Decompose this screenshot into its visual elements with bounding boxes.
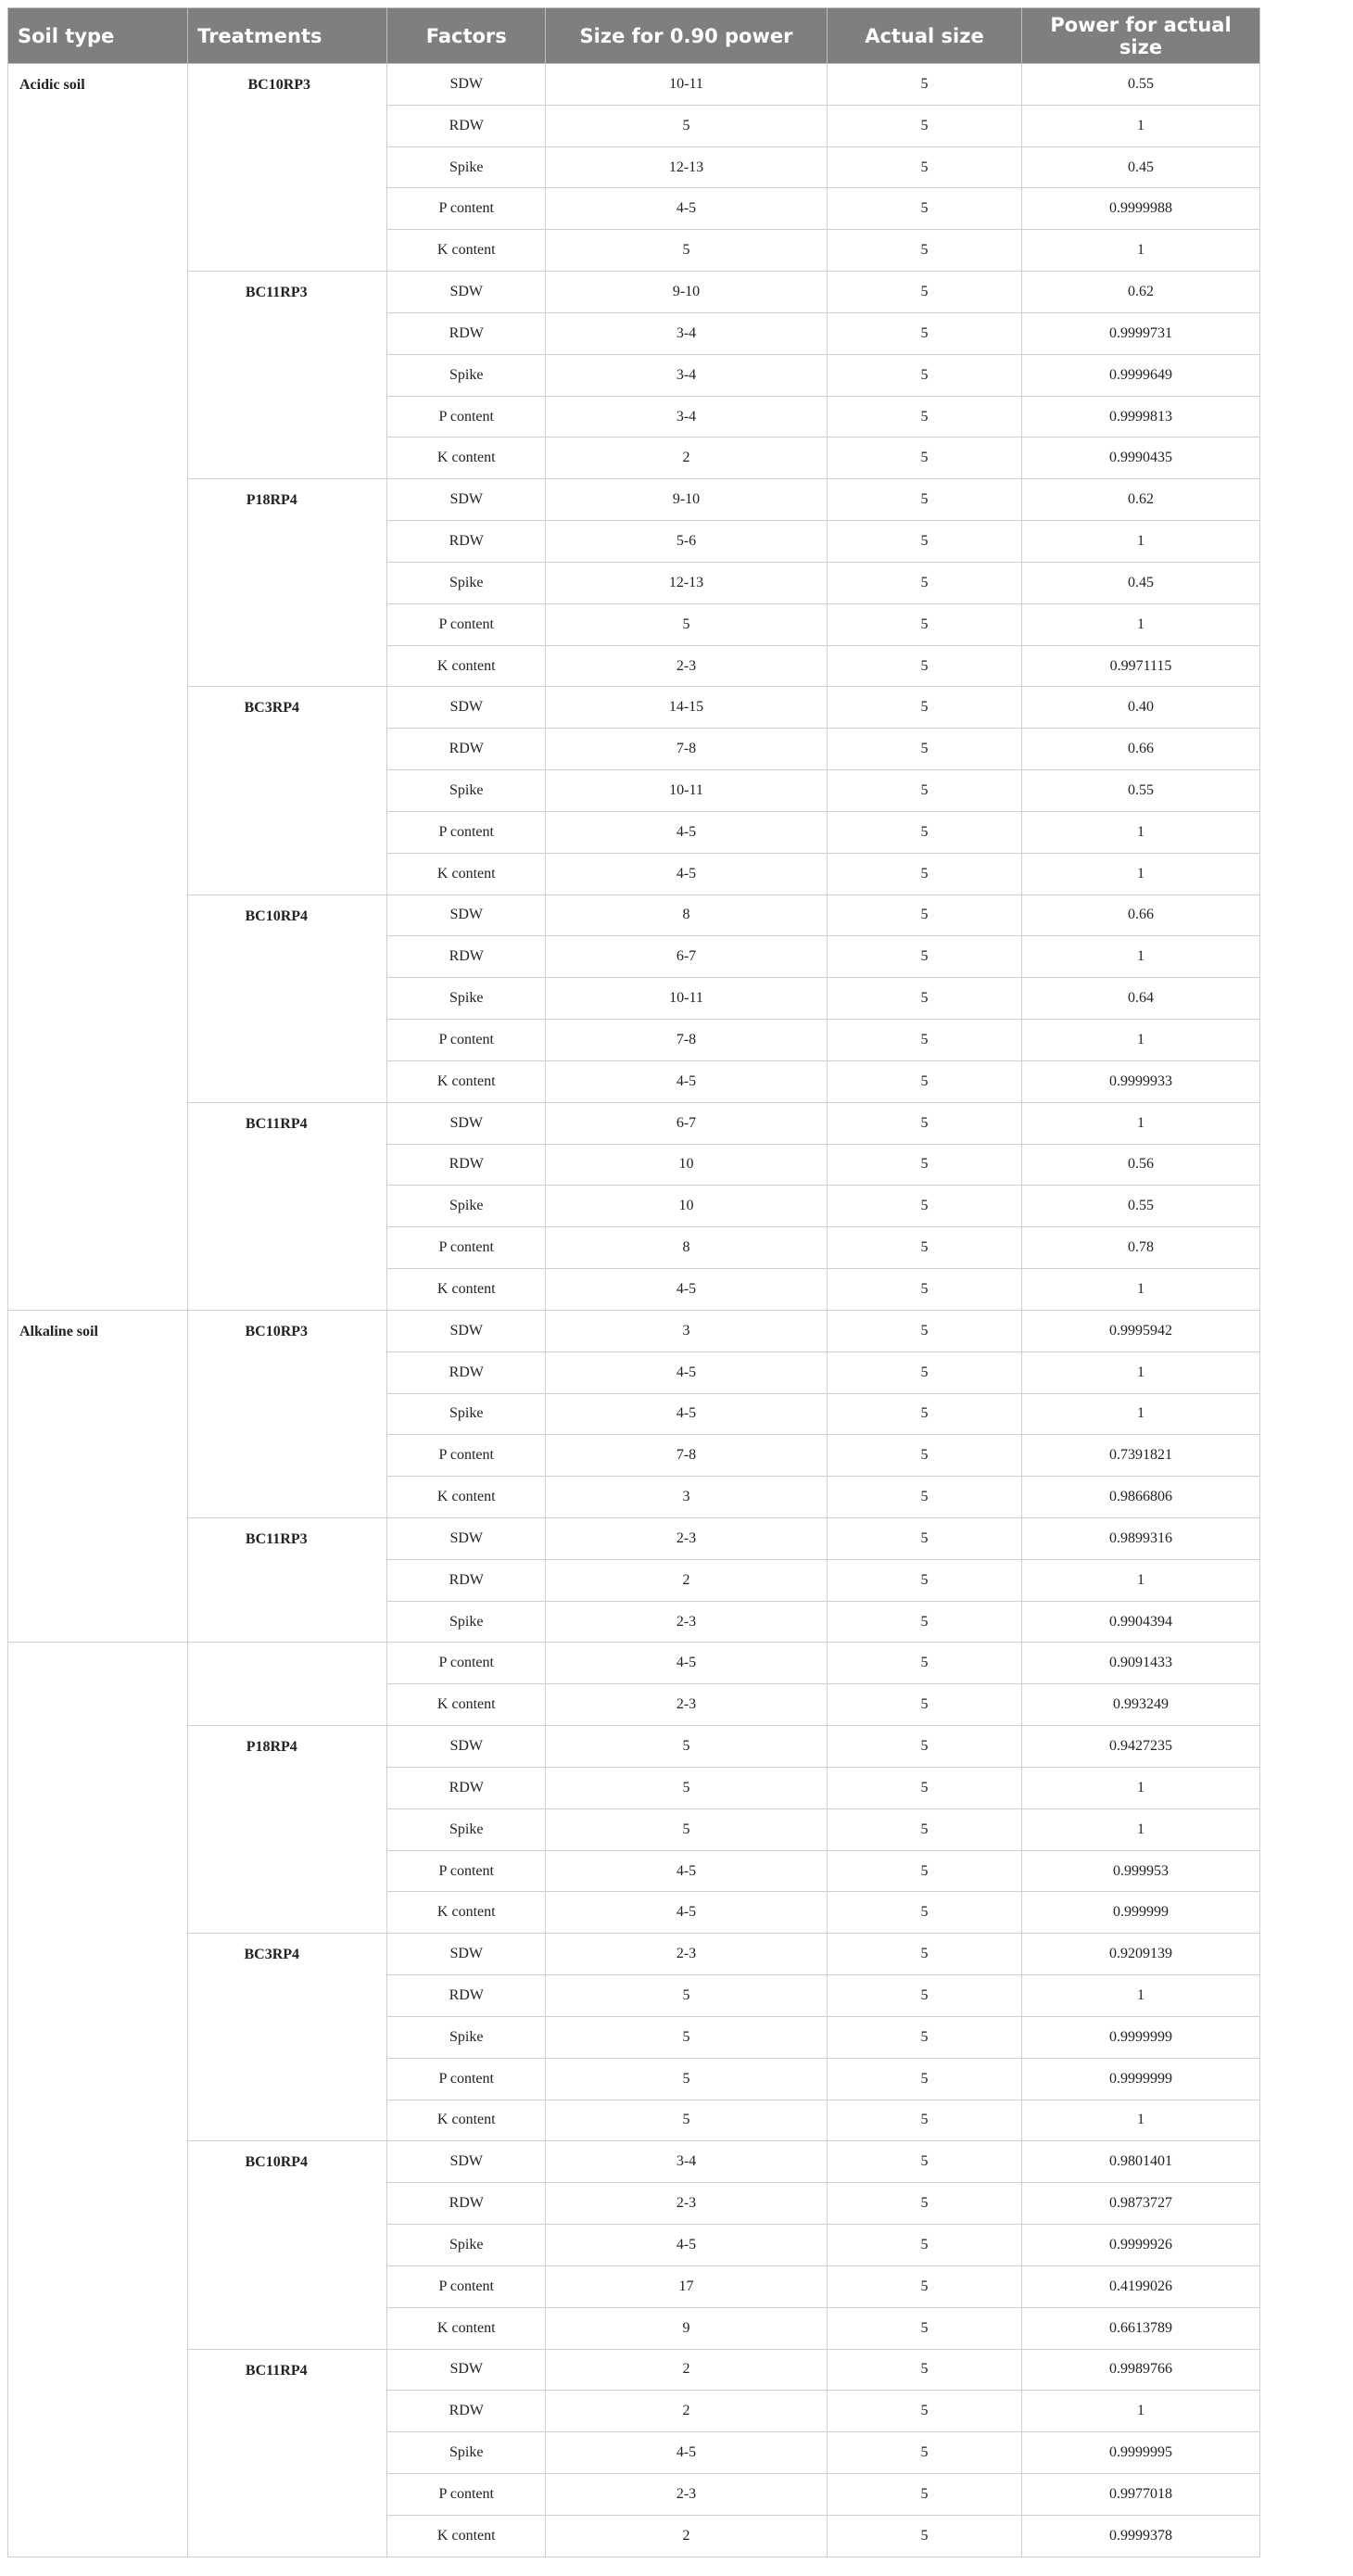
- table-body: [8, 64, 1260, 2557]
- size-090-power-cell: 9-10: [546, 272, 828, 313]
- power-actual-size-cell: 0.9999731: [1021, 312, 1259, 354]
- factor-cell: SDW: [387, 1934, 546, 1975]
- power-actual-size-cell: 0.993249: [1021, 1684, 1259, 1726]
- factor-cell: RDW: [387, 1144, 546, 1186]
- size-090-power-cell: 6-7: [546, 936, 828, 978]
- size-090-power-cell: 17: [546, 2265, 828, 2307]
- actual-size-cell: 5: [827, 1351, 1021, 1393]
- actual-size-cell: 5: [827, 1850, 1021, 1892]
- size-090-power-cell: 4-5: [546, 811, 828, 853]
- power-actual-size-cell: 1: [1021, 1269, 1259, 1311]
- treatment-label: BC3RP4: [244, 700, 300, 717]
- treatment-cell: [188, 895, 387, 1102]
- factor-cell: Spike: [387, 2016, 546, 2058]
- power-actual-size-cell: 0.9977018: [1021, 2474, 1259, 2516]
- power-actual-size-cell: 1: [1021, 521, 1259, 563]
- size-090-power-cell: 2-3: [546, 1934, 828, 1975]
- size-090-power-cell: 4-5: [546, 1850, 828, 1892]
- actual-size-cell: 5: [827, 188, 1021, 230]
- treatment-label: BC11RP4: [245, 1115, 308, 1132]
- power-actual-size-cell: 1: [1021, 230, 1259, 272]
- power-actual-size-cell: 0.78: [1021, 1227, 1259, 1269]
- factor-cell: P content: [387, 1850, 546, 1892]
- power-actual-size-cell: 1: [1021, 1559, 1259, 1601]
- size-090-power-cell: 12-13: [546, 562, 828, 603]
- table-header: [8, 8, 1260, 64]
- power-actual-size-cell: 1: [1021, 1020, 1259, 1061]
- size-090-power-cell: 9-10: [546, 479, 828, 521]
- factor-cell: K content: [387, 438, 546, 479]
- size-090-power-cell: 14-15: [546, 687, 828, 729]
- power-actual-size-cell: 0.66: [1021, 729, 1259, 770]
- factor-cell: SDW: [387, 687, 546, 729]
- actual-size-cell: 5: [827, 1393, 1021, 1435]
- treatment-label: BC10RP3: [245, 1323, 309, 1339]
- size-090-power-cell: 5-6: [546, 521, 828, 563]
- factor-cell: P content: [387, 2265, 546, 2307]
- actual-size-cell: 5: [827, 770, 1021, 812]
- factor-cell: SDW: [387, 2141, 546, 2183]
- actual-size-cell: 5: [827, 479, 1021, 521]
- power-actual-size-cell: 0.9999988: [1021, 188, 1259, 230]
- factor-cell: K content: [387, 853, 546, 895]
- actual-size-cell: 5: [827, 978, 1021, 1020]
- actual-size-cell: 5: [827, 1186, 1021, 1227]
- size-090-power-cell: 5: [546, 2016, 828, 2058]
- power-actual-size-cell: 0.62: [1021, 479, 1259, 521]
- factor-cell: Spike: [387, 2432, 546, 2474]
- actual-size-cell: 5: [827, 1227, 1021, 1269]
- power-actual-size-cell: 0.9989766: [1021, 2349, 1259, 2391]
- factor-cell: SDW: [387, 1517, 546, 1559]
- factor-cell: Spike: [387, 1393, 546, 1435]
- size-090-power-cell: 7-8: [546, 729, 828, 770]
- actual-size-cell: 5: [827, 2349, 1021, 2391]
- actual-size-cell: 5: [827, 438, 1021, 479]
- actual-size-cell: 5: [827, 105, 1021, 146]
- factor-cell: P content: [387, 396, 546, 438]
- power-actual-size-cell: 1: [1021, 811, 1259, 853]
- treatment-cell: [188, 1643, 387, 1726]
- actual-size-cell: 5: [827, 645, 1021, 687]
- treatment-cell: [188, 1517, 387, 1642]
- header-power-actual-size: Power for actual size: [1021, 8, 1259, 64]
- actual-size-cell: 5: [827, 1767, 1021, 1808]
- treatment-label: P18RP4: [246, 1739, 297, 1756]
- actual-size-cell: 5: [827, 2058, 1021, 2100]
- table-row: [8, 1726, 1260, 1768]
- actual-size-cell: 5: [827, 2225, 1021, 2266]
- size-090-power-cell: 4-5: [546, 188, 828, 230]
- power-actual-size-cell: 0.9999999: [1021, 2016, 1259, 2058]
- power-actual-size-cell: 0.55: [1021, 64, 1259, 106]
- factor-cell: K content: [387, 1477, 546, 1518]
- size-090-power-cell: 5: [546, 603, 828, 645]
- factor-cell: RDW: [387, 729, 546, 770]
- factor-cell: P content: [387, 2474, 546, 2516]
- actual-size-cell: 5: [827, 603, 1021, 645]
- power-actual-size-cell: 1: [1021, 1767, 1259, 1808]
- treatment-label: BC10RP3: [247, 77, 311, 93]
- actual-size-cell: 5: [827, 1102, 1021, 1144]
- actual-size-cell: 5: [827, 687, 1021, 729]
- factor-cell: SDW: [387, 479, 546, 521]
- power-actual-size-cell: 0.4199026: [1021, 2265, 1259, 2307]
- power-actual-size-cell: 1: [1021, 936, 1259, 978]
- power-actual-size-cell: 0.56: [1021, 1144, 1259, 1186]
- size-090-power-cell: 4-5: [546, 1060, 828, 1102]
- actual-size-cell: 5: [827, 2100, 1021, 2141]
- actual-size-cell: 5: [827, 936, 1021, 978]
- power-actual-size-cell: 0.9999649: [1021, 354, 1259, 396]
- header-row: [8, 8, 1260, 64]
- actual-size-cell: 5: [827, 1020, 1021, 1061]
- power-actual-size-cell: 1: [1021, 105, 1259, 146]
- power-actual-size-cell: 0.64: [1021, 978, 1259, 1020]
- power-actual-size-cell: 1: [1021, 2391, 1259, 2432]
- factor-cell: K content: [387, 1892, 546, 1934]
- treatment-cell: [188, 1934, 387, 2141]
- power-actual-size-cell: 0.9427235: [1021, 1726, 1259, 1768]
- actual-size-cell: 5: [827, 1060, 1021, 1102]
- table-row: [8, 1102, 1260, 1144]
- power-actual-size-cell: 0.9971115: [1021, 645, 1259, 687]
- power-actual-size-cell: 1: [1021, 1975, 1259, 2017]
- factor-cell: Spike: [387, 978, 546, 1020]
- factor-cell: RDW: [387, 2391, 546, 2432]
- treatment-label: BC11RP3: [245, 1530, 308, 1547]
- factor-cell: SDW: [387, 64, 546, 106]
- treatment-cell: [188, 1726, 387, 1934]
- size-090-power-cell: 10-11: [546, 64, 828, 106]
- actual-size-cell: 5: [827, 2307, 1021, 2349]
- size-090-power-cell: 5: [546, 1767, 828, 1808]
- size-090-power-cell: 3: [546, 1310, 828, 1351]
- size-090-power-cell: 10: [546, 1186, 828, 1227]
- size-090-power-cell: 3-4: [546, 312, 828, 354]
- actual-size-cell: 5: [827, 1310, 1021, 1351]
- factor-cell: Spike: [387, 562, 546, 603]
- size-090-power-cell: 10-11: [546, 978, 828, 1020]
- actual-size-cell: 5: [827, 1477, 1021, 1518]
- actual-size-cell: 5: [827, 2016, 1021, 2058]
- factor-cell: P content: [387, 1020, 546, 1061]
- table-row: [8, 895, 1260, 936]
- treatment-cell: [188, 479, 387, 687]
- actual-size-cell: 5: [827, 1808, 1021, 1850]
- factor-cell: P content: [387, 2058, 546, 2100]
- treatment-cell: [188, 687, 387, 895]
- size-090-power-cell: 5: [546, 1975, 828, 2017]
- size-090-power-cell: 9: [546, 2307, 828, 2349]
- power-actual-size-cell: 1: [1021, 1393, 1259, 1435]
- size-090-power-cell: 4-5: [546, 1351, 828, 1393]
- size-090-power-cell: 3-4: [546, 354, 828, 396]
- soil-type-cell: Alkaline soil: [8, 1310, 188, 1643]
- power-actual-size-cell: 0.9899316: [1021, 1517, 1259, 1559]
- power-actual-size-cell: 0.9999995: [1021, 2432, 1259, 2474]
- size-090-power-cell: 2-3: [546, 2183, 828, 2225]
- size-090-power-cell: 2-3: [546, 1684, 828, 1726]
- table-row: [8, 64, 1260, 106]
- factor-cell: K content: [387, 1684, 546, 1726]
- size-090-power-cell: 5: [546, 105, 828, 146]
- factor-cell: P content: [387, 188, 546, 230]
- actual-size-cell: 5: [827, 1517, 1021, 1559]
- treatment-label: P18RP4: [246, 492, 297, 509]
- actual-size-cell: 5: [827, 146, 1021, 188]
- power-actual-size-cell: 0.9866806: [1021, 1477, 1259, 1518]
- power-actual-size-cell: 0.9873727: [1021, 2183, 1259, 2225]
- size-090-power-cell: 12-13: [546, 146, 828, 188]
- actual-size-cell: 5: [827, 521, 1021, 563]
- size-090-power-cell: 2: [546, 2515, 828, 2557]
- size-090-power-cell: 5: [546, 2100, 828, 2141]
- power-actual-size-cell: 0.45: [1021, 146, 1259, 188]
- size-090-power-cell: 10-11: [546, 770, 828, 812]
- size-090-power-cell: 2-3: [546, 645, 828, 687]
- power-actual-size-cell: 0.45: [1021, 562, 1259, 603]
- factor-cell: P content: [387, 1435, 546, 1477]
- size-090-power-cell: 5: [546, 1808, 828, 1850]
- actual-size-cell: 5: [827, 729, 1021, 770]
- treatment-label: BC11RP3: [245, 285, 308, 301]
- power-actual-size-cell: 0.9995942: [1021, 1310, 1259, 1351]
- factor-cell: SDW: [387, 2349, 546, 2391]
- factor-cell: K content: [387, 645, 546, 687]
- power-actual-size-cell: 0.999999: [1021, 1892, 1259, 1934]
- factor-cell: P content: [387, 1227, 546, 1269]
- size-090-power-cell: 2: [546, 2349, 828, 2391]
- actual-size-cell: 5: [827, 853, 1021, 895]
- size-090-power-cell: 4-5: [546, 2225, 828, 2266]
- table-row: [8, 1517, 1260, 1559]
- actual-size-cell: 5: [827, 1726, 1021, 1768]
- treatment-label: BC3RP4: [244, 1947, 300, 1963]
- actual-size-cell: 5: [827, 1975, 1021, 2017]
- size-090-power-cell: 7-8: [546, 1020, 828, 1061]
- actual-size-cell: 5: [827, 1144, 1021, 1186]
- size-090-power-cell: 4-5: [546, 1643, 828, 1684]
- size-090-power-cell: 2-3: [546, 1601, 828, 1643]
- power-actual-size-cell: 1: [1021, 1808, 1259, 1850]
- factor-cell: K content: [387, 230, 546, 272]
- power-actual-size-cell: 0.9091433: [1021, 1643, 1259, 1684]
- table-row: [8, 2349, 1260, 2391]
- table-row: [8, 1643, 1260, 1684]
- actual-size-cell: 5: [827, 1684, 1021, 1726]
- actual-size-cell: 5: [827, 2265, 1021, 2307]
- size-090-power-cell: 5: [546, 230, 828, 272]
- factor-cell: Spike: [387, 1601, 546, 1643]
- treatment-cell: [188, 1102, 387, 1310]
- actual-size-cell: 5: [827, 2432, 1021, 2474]
- factor-cell: SDW: [387, 272, 546, 313]
- size-090-power-cell: 4-5: [546, 2432, 828, 2474]
- actual-size-cell: 5: [827, 2183, 1021, 2225]
- power-actual-size-cell: 0.9999813: [1021, 396, 1259, 438]
- table-row: [8, 1934, 1260, 1975]
- size-090-power-cell: 8: [546, 895, 828, 936]
- size-090-power-cell: 3: [546, 1477, 828, 1518]
- factor-cell: RDW: [387, 1351, 546, 1393]
- power-actual-size-cell: 0.7391821: [1021, 1435, 1259, 1477]
- actual-size-cell: 5: [827, 1269, 1021, 1311]
- size-090-power-cell: 2-3: [546, 1517, 828, 1559]
- size-090-power-cell: 4-5: [546, 1393, 828, 1435]
- power-actual-size-cell: 0.55: [1021, 770, 1259, 812]
- factor-cell: K content: [387, 2515, 546, 2557]
- factor-cell: Spike: [387, 1186, 546, 1227]
- power-actual-size-cell: 0.6613789: [1021, 2307, 1259, 2349]
- factor-cell: SDW: [387, 1102, 546, 1144]
- size-090-power-cell: 5: [546, 1726, 828, 1768]
- table-row: [8, 479, 1260, 521]
- power-actual-size-cell: 0.9209139: [1021, 1934, 1259, 1975]
- header-actual-size: Actual size: [827, 8, 1021, 64]
- factor-cell: Spike: [387, 2225, 546, 2266]
- treatment-cell: [188, 2141, 387, 2349]
- actual-size-cell: 5: [827, 2391, 1021, 2432]
- power-actual-size-cell: 0.9990435: [1021, 438, 1259, 479]
- power-actual-size-cell: 1: [1021, 2100, 1259, 2141]
- factor-cell: P content: [387, 603, 546, 645]
- factor-cell: RDW: [387, 312, 546, 354]
- actual-size-cell: 5: [827, 1643, 1021, 1684]
- size-090-power-cell: 7-8: [546, 1435, 828, 1477]
- actual-size-cell: 5: [827, 230, 1021, 272]
- power-actual-size-cell: 0.9904394: [1021, 1601, 1259, 1643]
- factor-cell: RDW: [387, 105, 546, 146]
- power-actual-size-cell: 0.9999999: [1021, 2058, 1259, 2100]
- table-row: [8, 687, 1260, 729]
- factor-cell: RDW: [387, 2183, 546, 2225]
- table-row: [8, 2141, 1260, 2183]
- size-090-power-cell: 4-5: [546, 1892, 828, 1934]
- actual-size-cell: 5: [827, 1892, 1021, 1934]
- factor-cell: K content: [387, 2100, 546, 2141]
- treatment-label: BC10RP4: [245, 2154, 309, 2171]
- size-090-power-cell: 4-5: [546, 1269, 828, 1311]
- factor-cell: RDW: [387, 936, 546, 978]
- power-actual-size-cell: 1: [1021, 1351, 1259, 1393]
- power-actual-size-cell: 1: [1021, 853, 1259, 895]
- power-actual-size-cell: 0.9999378: [1021, 2515, 1259, 2557]
- header-treatments: Treatments: [188, 8, 387, 64]
- actual-size-cell: 5: [827, 1601, 1021, 1643]
- power-actual-size-cell: 0.62: [1021, 272, 1259, 313]
- power-actual-size-cell: 0.66: [1021, 895, 1259, 936]
- table-row: [8, 1310, 1260, 1351]
- power-actual-size-cell: 0.55: [1021, 1186, 1259, 1227]
- soil-type-cell: Acidic soil: [8, 64, 188, 1311]
- actual-size-cell: 5: [827, 312, 1021, 354]
- power-actual-size-cell: 1: [1021, 1102, 1259, 1144]
- actual-size-cell: 5: [827, 64, 1021, 106]
- factor-cell: RDW: [387, 1559, 546, 1601]
- factor-cell: Spike: [387, 1808, 546, 1850]
- factor-cell: P content: [387, 1643, 546, 1684]
- actual-size-cell: 5: [827, 1559, 1021, 1601]
- treatment-cell: [188, 1310, 387, 1517]
- treatment-cell: [188, 2349, 387, 2557]
- actual-size-cell: 5: [827, 1435, 1021, 1477]
- actual-size-cell: 5: [827, 562, 1021, 603]
- size-090-power-cell: 5: [546, 2058, 828, 2100]
- factor-cell: Spike: [387, 354, 546, 396]
- size-090-power-cell: 3-4: [546, 2141, 828, 2183]
- actual-size-cell: 5: [827, 272, 1021, 313]
- factor-cell: SDW: [387, 1310, 546, 1351]
- power-actual-size-cell: 0.9999933: [1021, 1060, 1259, 1102]
- factor-cell: SDW: [387, 895, 546, 936]
- actual-size-cell: 5: [827, 2141, 1021, 2183]
- actual-size-cell: 5: [827, 354, 1021, 396]
- actual-size-cell: 5: [827, 396, 1021, 438]
- power-actual-size-cell: 0.999953: [1021, 1850, 1259, 1892]
- factor-cell: RDW: [387, 521, 546, 563]
- power-actual-size-cell: 0.40: [1021, 687, 1259, 729]
- actual-size-cell: 5: [827, 2474, 1021, 2516]
- header-factors: Factors: [387, 8, 546, 64]
- factor-cell: Spike: [387, 770, 546, 812]
- actual-size-cell: 5: [827, 2515, 1021, 2557]
- size-090-power-cell: 4-5: [546, 853, 828, 895]
- size-090-power-cell: 2-3: [546, 2474, 828, 2516]
- size-090-power-cell: 3-4: [546, 396, 828, 438]
- factor-cell: RDW: [387, 1767, 546, 1808]
- factor-cell: K content: [387, 1060, 546, 1102]
- power-actual-size-cell: 0.9801401: [1021, 2141, 1259, 2183]
- size-090-power-cell: 8: [546, 1227, 828, 1269]
- actual-size-cell: 5: [827, 1934, 1021, 1975]
- treatment-cell: [188, 64, 387, 272]
- factor-cell: P content: [387, 811, 546, 853]
- power-actual-size-cell: 0.9999926: [1021, 2225, 1259, 2266]
- table-row: [8, 272, 1260, 313]
- factor-cell: K content: [387, 2307, 546, 2349]
- size-090-power-cell: 2: [546, 1559, 828, 1601]
- factor-cell: Spike: [387, 146, 546, 188]
- size-090-power-cell: 2: [546, 2391, 828, 2432]
- treatment-label: BC10RP4: [245, 907, 309, 924]
- factor-cell: SDW: [387, 1726, 546, 1768]
- power-actual-size-cell: 1: [1021, 603, 1259, 645]
- actual-size-cell: 5: [827, 811, 1021, 853]
- actual-size-cell: 5: [827, 895, 1021, 936]
- factor-cell: RDW: [387, 1975, 546, 2017]
- soil-type-cell: [8, 1643, 188, 2557]
- size-090-power-cell: 10: [546, 1144, 828, 1186]
- header-size-090-power: Size for 0.90 power: [546, 8, 828, 64]
- treatment-label: BC11RP4: [245, 2362, 308, 2379]
- size-090-power-cell: 2: [546, 438, 828, 479]
- factor-cell: K content: [387, 1269, 546, 1311]
- header-soil-type: Soil type: [8, 8, 188, 64]
- size-090-power-cell: 6-7: [546, 1102, 828, 1144]
- power-analysis-table: [7, 7, 1260, 2557]
- results-table-container: [7, 7, 1260, 2557]
- treatment-cell: [188, 272, 387, 479]
